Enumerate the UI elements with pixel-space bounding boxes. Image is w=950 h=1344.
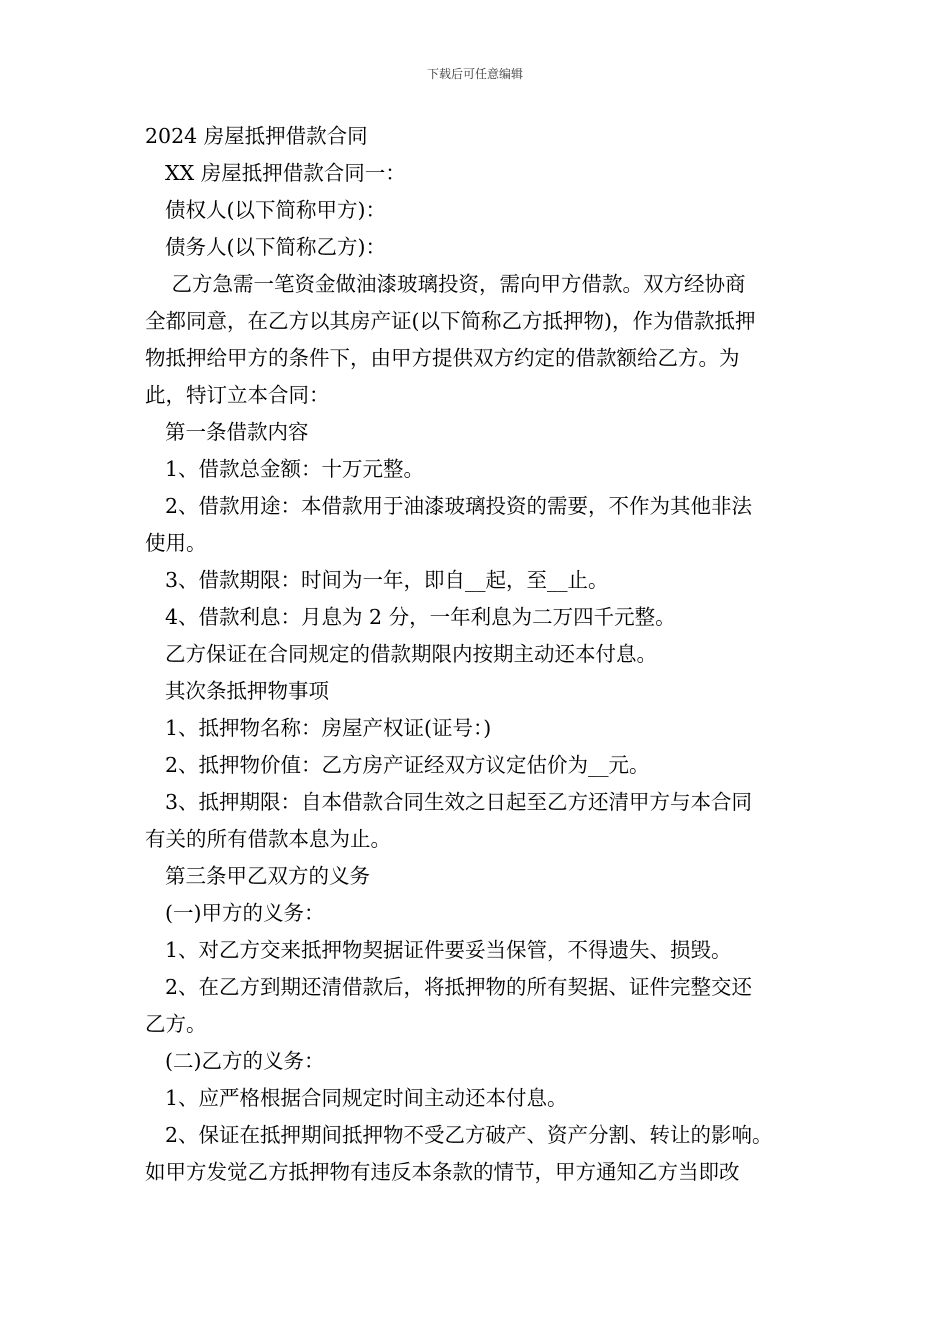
article1-item2 <box>145 488 810 562</box>
intro-line-1: 乙方急需一笔资金做油漆玻璃投资，需向甲方借款。双方经协商 <box>165 272 746 296</box>
intro-paragraph <box>145 266 810 414</box>
party-a-item2-line-1: 2、在乙方到期还清借款后，将抵押物的所有契据、证件完整交还 <box>165 975 753 999</box>
party-b-obligations-heading: (二)乙方的义务： <box>165 1049 325 1073</box>
article2-item3-line-1: 3、抵押期限：自本借款合同生效之日起至乙方还清甲方与本合同 <box>165 790 753 814</box>
intro-line-3: 物抵押给甲方的条件下，由甲方提供双方约定的借款额给乙方。为 <box>145 346 740 370</box>
article1-item4: 4、借款利息：月息为 2 分，一年利息为二万四千元整。 <box>165 605 676 629</box>
intro-line-4: 此，特订立本合同： <box>145 383 330 407</box>
party-b-item1: 1、应严格根据合同规定时间主动还本付息。 <box>165 1086 568 1110</box>
party-a-item1: 1、对乙方交来抵押物契据证件要妥当保管，不得遗失、损毁。 <box>165 938 732 962</box>
party-a-obligations-heading: (一)甲方的义务： <box>165 901 325 925</box>
contract-subtitle: XX 房屋抵押借款合同一： <box>165 161 406 185</box>
article1-item2-line-2: 使用。 <box>145 531 207 555</box>
article1-heading: 第一条借款内容 <box>165 420 309 444</box>
article1-item3: 3、借款期限：时间为一年，即自__起，至__止。 <box>165 568 609 592</box>
article2-item2: 2、抵押物价值：乙方房产证经双方议定估价为__元。 <box>165 753 650 777</box>
article2-heading: 其次条抵押物事项 <box>165 679 329 703</box>
page-header-note: 下载后可任意编辑 <box>426 67 523 81</box>
party-b-item2-line-2: 如甲方发觉乙方抵押物有违反本条款的情节，甲方通知乙方当即改 <box>145 1160 740 1184</box>
article1-item1: 1、借款总金额：十万元整。 <box>165 457 425 481</box>
document-body <box>145 118 810 1191</box>
party-b-item2-line-1: 2、保证在抵押期间抵押物不受乙方破产、资产分割、转让的影响。 <box>165 1123 773 1147</box>
document-title: 2024 房屋抵押借款合同 <box>145 124 368 148</box>
party-b-item2 <box>145 1117 810 1191</box>
article1-guarantee: 乙方保证在合同规定的借款期限内按期主动还本付息。 <box>165 642 657 666</box>
party-a-item2 <box>145 969 810 1043</box>
intro-line-2: 全都同意，在乙方以其房产证(以下简称乙方抵押物)，作为借款抵押 <box>145 309 756 333</box>
article1-item2-line-1: 2、借款用途：本借款用于油漆玻璃投资的需要，不作为其他非法 <box>165 494 753 518</box>
article2-item1: 1、抵押物名称：房屋产权证(证号：) <box>165 716 492 740</box>
article2-item3 <box>145 784 810 858</box>
creditor-line: 债权人(以下简称甲方)： <box>165 198 386 222</box>
debtor-line: 债务人(以下简称乙方)： <box>165 235 386 259</box>
party-a-item2-line-2: 乙方。 <box>145 1012 207 1036</box>
article3-heading: 第三条甲乙双方的义务 <box>165 864 370 888</box>
article2-item3-line-2: 有关的所有借款本息为止。 <box>145 827 391 851</box>
